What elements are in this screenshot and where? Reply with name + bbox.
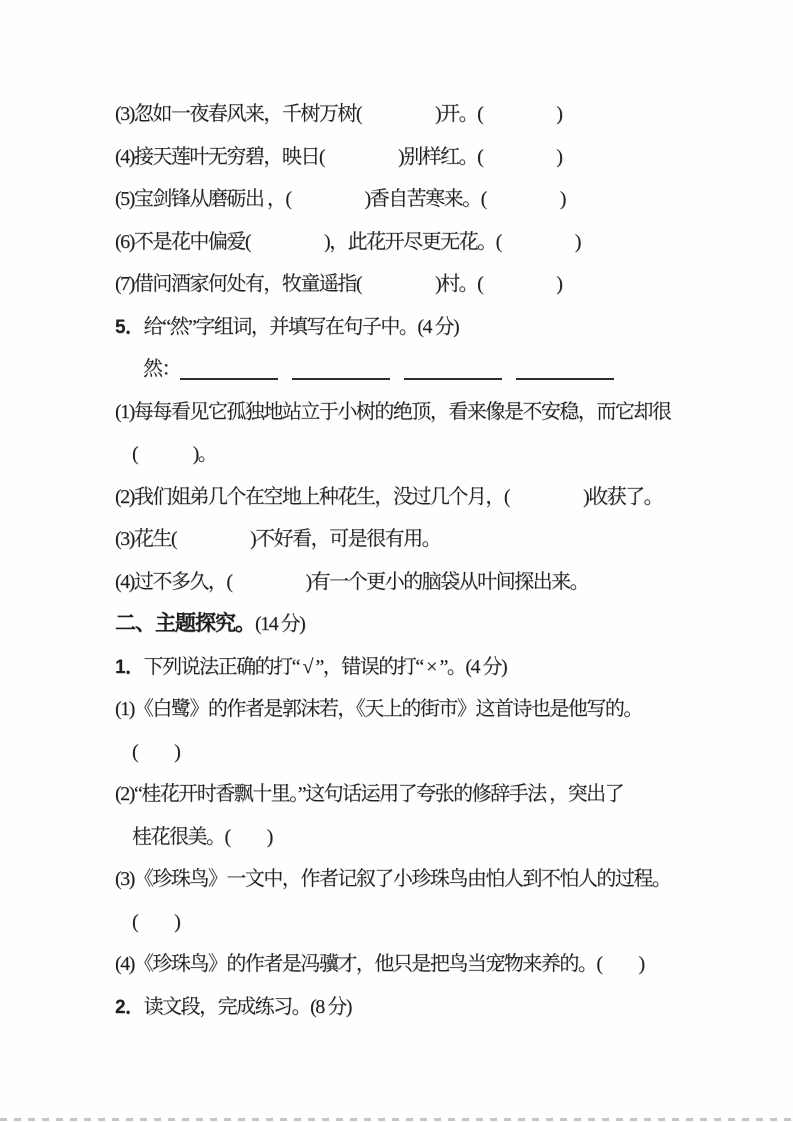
question-5-title <box>115 306 755 349</box>
answer-blank-line <box>292 352 390 380</box>
question-text: 下列说法正确的打“ √ ”，错误的打“ × ”。 <box>143 655 466 678</box>
question-number: 5． <box>115 316 144 338</box>
true-false-item: (3)《珍珠鸟》一文中，作者记叙了小珍珠鸟由怕人到不怕人的过程。 <box>115 868 671 890</box>
true-false-item: (2)“桂花开时香飘十里。”这句话运用了夸张的修辞手法 ，突出了 <box>115 783 624 805</box>
poem-fill-item: (5)宝剑锋从磨砺出 ，( )香自苦寒来。( ) <box>115 188 565 210</box>
sentence-fill-continuation: ( )。 <box>132 443 217 465</box>
sentence-fill-item: (4)过不多久，( )有一个更小的脑袋从叶间探出来。 <box>115 570 589 593</box>
true-false-answer: ( ) <box>132 910 180 933</box>
section-points: (14 分) <box>255 613 305 635</box>
true-false-answer: 桂花很美。( ) <box>132 825 272 848</box>
poem-fill-item: (6)不是花中偏爱( )，此花开尽更无花。( ) <box>115 230 580 253</box>
question-number: 1． <box>115 656 144 678</box>
answer-blank-line <box>180 352 278 380</box>
true-false-item: (4)《珍珠鸟》的作者是冯骥才，他只是把鸟当宠物来养的。( ) <box>115 953 644 975</box>
sentence-fill-item: (2)我们姐弟几个在空地上种花生，没过几个月，( )收获了。 <box>115 485 663 508</box>
scan-bottom-edge-artifact <box>0 1118 793 1121</box>
question-text: 读文段，完成练习。 <box>143 995 311 1018</box>
poem-fill-item: (4)接天莲叶无穷碧，映日( )别样红。( ) <box>115 145 562 168</box>
answer-blank-line <box>404 352 502 380</box>
question-points: (8 分) <box>310 995 351 1018</box>
true-false-answer: ( ) <box>132 740 180 763</box>
ran-label: 然： <box>143 358 180 380</box>
true-false-item: (1)《白鹭》的作者是郭沫若，《天上的街市》这首诗也是他写的。 <box>115 698 642 720</box>
sentence-fill-item: (1)每每看见它孤独地站立于小树的绝顶，看来像是不安稳，而它却很 <box>115 400 671 423</box>
poem-fill-item: (7)借问酒家何处有，牧童遥指( )村。( ) <box>115 273 562 295</box>
question-text: 给“然”字组词，并填写在句子中。 <box>143 315 418 338</box>
section-heading <box>115 603 755 646</box>
question-2-title <box>115 986 755 1029</box>
question-points: (4 分) <box>417 315 459 338</box>
ran-word-blanks <box>143 348 755 391</box>
question-points: (4 分) <box>465 655 507 678</box>
question-1-title <box>115 646 755 689</box>
poem-fill-item: (3)忽如一夜春风来，千树万树( )开。( ) <box>115 103 562 125</box>
worksheet-body <box>115 93 755 1028</box>
section-heading-text: 二、主题探究。 <box>115 612 255 635</box>
question-number: 2． <box>115 996 144 1018</box>
answer-blank-line <box>516 352 614 380</box>
sentence-fill-item: (3)花生( )不好看，可是很有用。 <box>115 528 441 550</box>
